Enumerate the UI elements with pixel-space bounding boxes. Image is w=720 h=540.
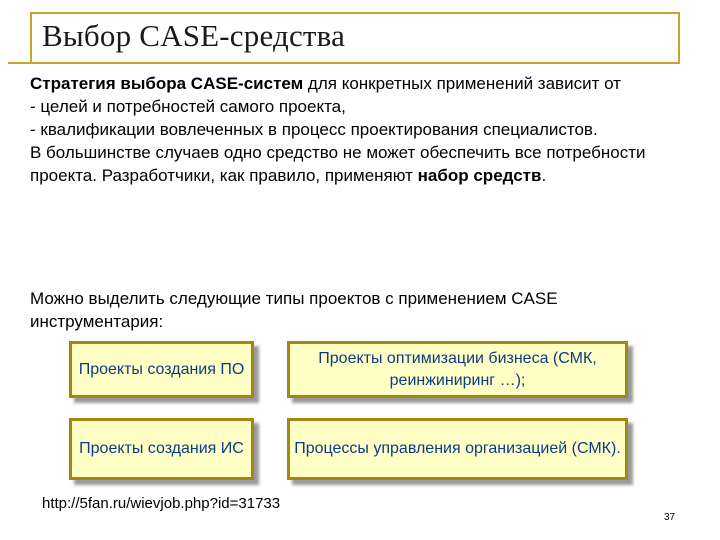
box-management-processes: Процессы управления организацией (СМК). — [287, 418, 628, 480]
bullet-qualification: - квалификации вовлеченных в процесс проектирования специалистов. — [30, 120, 598, 139]
tool-set-period: . — [541, 166, 547, 185]
project-types-intro: Можно выделить следующие типы проектов с применением CASE инструментария: — [30, 289, 558, 331]
intro-bold-text: Стратегия выбора CASE-систем — [30, 74, 304, 93]
intro-paragraph — [30, 72, 680, 95]
slide-title: Выбор CASE-средства — [42, 18, 346, 53]
page-number: 37 — [664, 512, 676, 523]
bullet-goals: - целей и потребностей самого проекта, — [30, 97, 346, 116]
box-business-optimization: Проекты оптимизации бизнеса (СМК, реинжиниринг …); — [287, 341, 628, 398]
slide-body — [30, 72, 680, 187]
source-url[interactable]: http://5fan.ru/wievjob.php?id=31733 — [42, 495, 281, 512]
box-software-projects: Проекты создания ПО — [69, 341, 254, 398]
tool-set-paragraph — [30, 141, 680, 187]
tool-set-bold: набор средств — [417, 166, 542, 185]
title-divider — [8, 62, 680, 64]
box-is-projects: Проекты создания ИС — [69, 418, 254, 480]
tool-set-text: В большинстве случаев одно средство не может обеспечить все потребности проекта. Разработчики, как правило, применяют — [30, 143, 646, 185]
intro-text: для конкретных применений зависит от — [303, 74, 621, 93]
